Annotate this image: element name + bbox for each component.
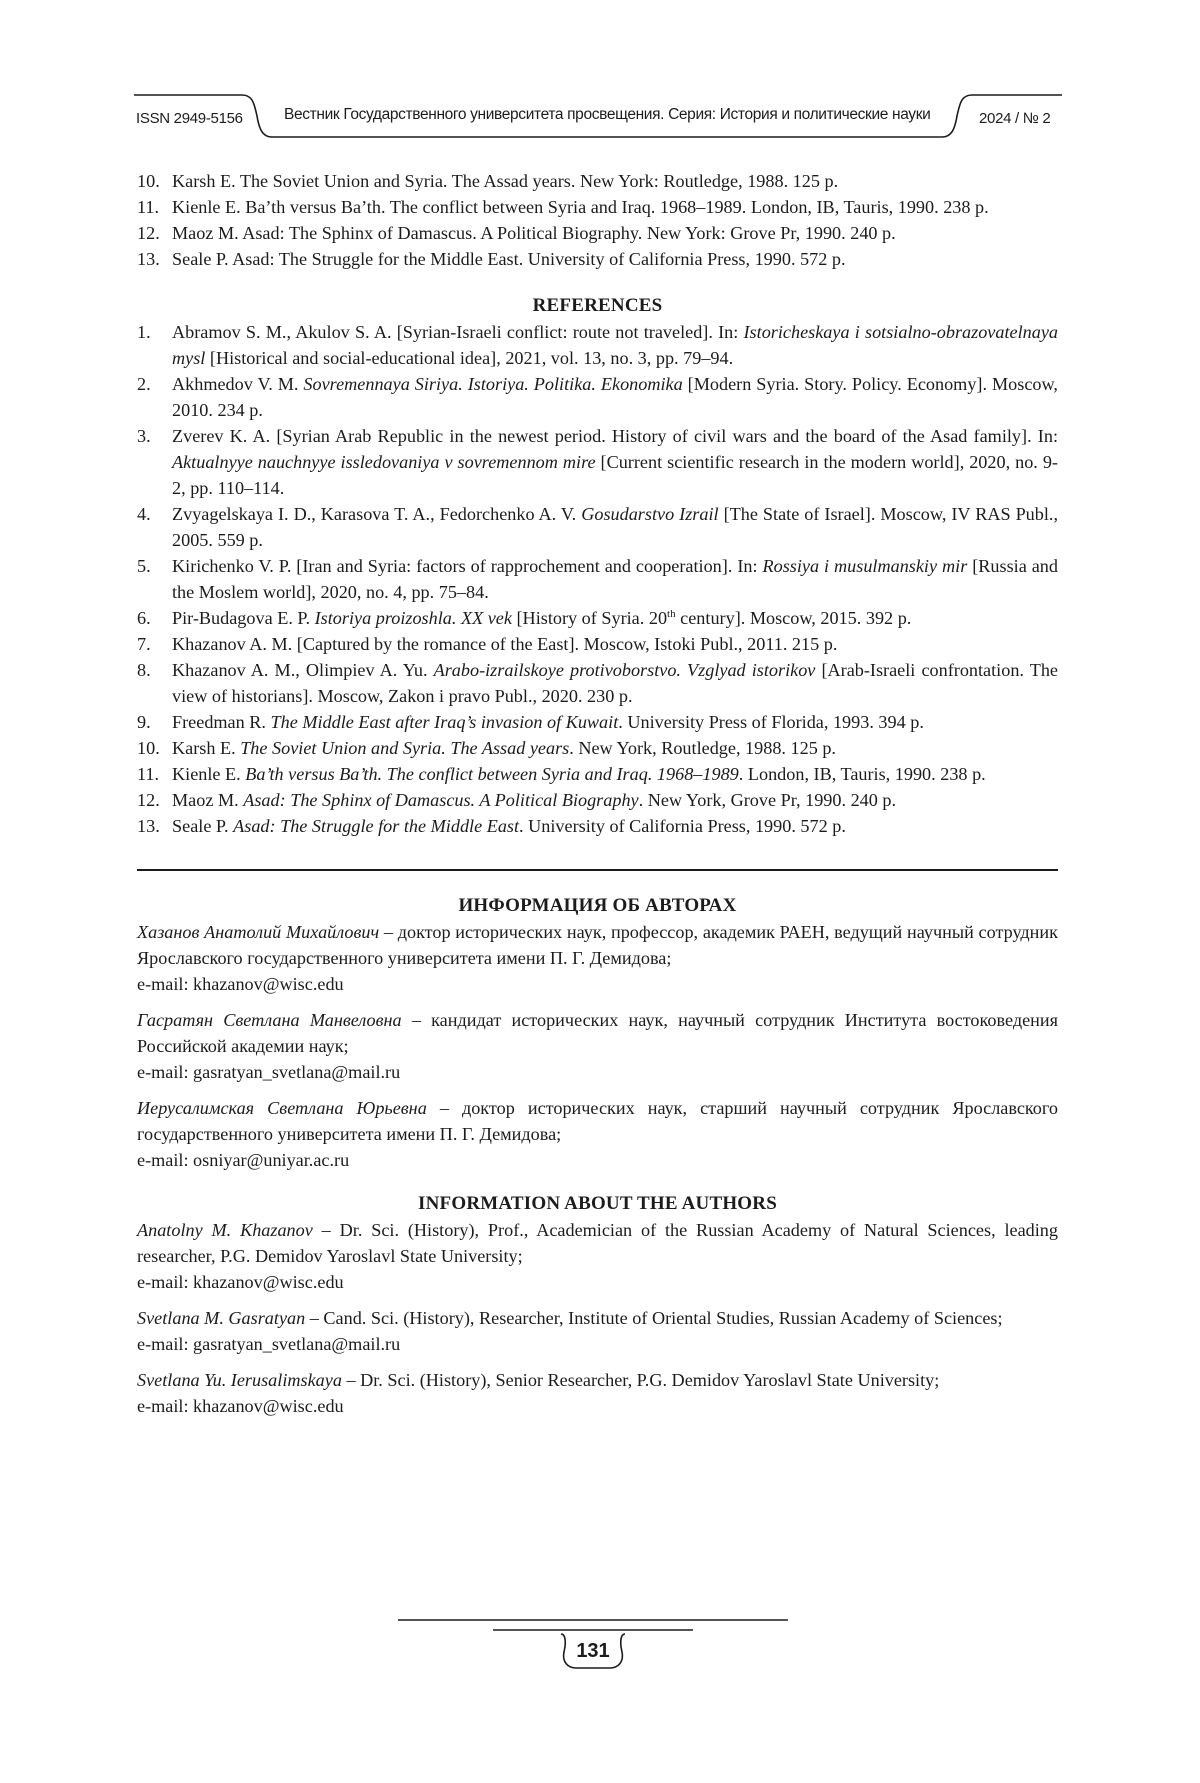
author-name: Svetlana Yu. Ierusalimskaya xyxy=(137,1370,342,1390)
page-footer xyxy=(398,1618,788,1676)
author-affiliation: – доктор исторических наук, профессор, академик РАЕН, ведущий научный сотрудник Ярославского государственного университета имени П. Г. Демидова; xyxy=(137,922,1058,968)
ref-text: Akhmedov V. M. xyxy=(172,374,304,394)
bibliography-item xyxy=(137,220,1058,246)
reference-item xyxy=(137,371,1058,423)
reference-item xyxy=(137,657,1058,709)
reference-item xyxy=(137,813,1058,839)
ref-superscript: th xyxy=(667,607,676,620)
author-description xyxy=(137,919,1058,971)
bibliography-item xyxy=(137,194,1058,220)
ref-italic-title: Istoricheskaya i sotsialno-obrazovatelnaya mysl xyxy=(172,322,1058,368)
author-email: e-mail: gasratyan_svetlana@mail.ru xyxy=(137,1334,401,1354)
author-email: e-mail: khazanov@wisc.edu xyxy=(137,1272,344,1292)
ref-italic-title: Asad: The Sphinx of Damascus. A Political Biography xyxy=(243,790,639,810)
ref-text: Zvyagelskaya I. D., Karasova T. A., Fedorchenko A. V. xyxy=(172,504,582,524)
authors-ru-heading: ИНФОРМАЦИЯ ОБ АВТОРАХ xyxy=(458,895,737,916)
author-description xyxy=(137,1305,1058,1331)
ref-italic-title: Asad: The Struggle for the Middle East xyxy=(233,816,520,836)
references-list xyxy=(137,319,1058,839)
author-email: e-mail: khazanov@wisc.edu xyxy=(137,974,344,994)
running-header xyxy=(134,94,1062,138)
reference-item xyxy=(137,553,1058,605)
item-number: 1. xyxy=(137,322,151,342)
reference-item xyxy=(137,501,1058,553)
ref-text: Kienle E. xyxy=(172,764,246,784)
author-name: Иерусалимская Светлана Юрьевна xyxy=(137,1098,427,1118)
author-en-entry xyxy=(137,1305,1058,1357)
header-issn: ISSN 2949-5156 xyxy=(136,110,243,127)
reference-item xyxy=(137,631,1058,657)
author-en-entry xyxy=(137,1217,1058,1295)
ref-text: Karsh E. xyxy=(172,738,241,758)
ref-italic-title: Rossiya i musulmanskiy mir xyxy=(762,556,968,576)
author-en-entry xyxy=(137,1367,1058,1419)
author-affiliation: – Dr. Sci. (History), Prof., Academician of the Russian Academy of Natural Sciences, leading researcher, P.G. Demidov Yaroslavl State University; xyxy=(137,1220,1058,1266)
item-number: 5. xyxy=(137,556,151,576)
reference-item xyxy=(137,605,1058,631)
ref-text: Maoz M. xyxy=(172,790,244,810)
author-description xyxy=(137,1217,1058,1269)
author-ru-entry xyxy=(137,1007,1058,1085)
author-affiliation: – Cand. Sci. (History), Researcher, Institute of Oriental Studies, Russian Academy of Sciences; xyxy=(305,1308,1003,1328)
item-text: Maoz M. Asad: The Sphinx of Damascus. A Political Biography. New York: Grove Pr, 1990. 240 p. xyxy=(172,223,896,243)
item-number: 13. xyxy=(137,816,160,836)
ref-italic-title: Sovremennaya Siriya. Istoriya. Politika. Ekonomika xyxy=(303,374,683,394)
author-description xyxy=(137,1095,1058,1147)
item-number: 6. xyxy=(137,608,151,628)
item-text: Seale P. Asad: The Struggle for the Middle East. University of California Press, 1990. 572 p. xyxy=(172,249,846,269)
author-name: Anatolny M. Khazanov xyxy=(137,1220,313,1240)
reference-item xyxy=(137,423,1058,501)
ref-text: [History of Syria. 20 xyxy=(511,608,668,628)
ref-text: Khazanov A. M. [Captured by the romance of the East]. Moscow, Istoki Publ., 2011. 215 p. xyxy=(172,634,838,654)
item-number: 13. xyxy=(137,249,160,269)
ref-italic-title: The Middle East after Iraq’s invasion of Kuwait xyxy=(270,712,619,732)
ref-text: Pir-Budagova E. P. xyxy=(172,608,315,628)
author-email: e-mail: gasratyan_svetlana@mail.ru xyxy=(137,1062,401,1082)
item-number: 2. xyxy=(137,374,151,394)
author-name: Хазанов Анатолий Михайлович xyxy=(137,922,380,942)
page-number: 131 xyxy=(576,1640,610,1662)
item-number: 8. xyxy=(137,660,151,680)
reference-item xyxy=(137,735,1058,761)
author-name: Svetlana M. Gasratyan xyxy=(137,1308,306,1328)
ref-text: . University Press of Florida, 1993. 394 p. xyxy=(618,712,924,732)
ref-italic-title: Aktualnyye nauchnyye issledovaniya v sovremennom mire xyxy=(172,452,596,472)
author-email: e-mail: osniyar@uniyar.ac.ru xyxy=(137,1150,350,1170)
references-heading: REFERENCES xyxy=(532,295,663,316)
ref-text: [Arab-Israeli confrontation. The view of historians]. Moscow, Zakon i pravo Publ., 2020. 230 p. xyxy=(172,660,1058,706)
author-name: Гасратян Светлана Манвеловна xyxy=(137,1010,402,1030)
author-email: e-mail: khazanov@wisc.edu xyxy=(137,1396,344,1416)
bibliography-item xyxy=(137,246,1058,272)
header-journal-title: Вестник Государственного университета просвещения. Серия: История и политические науки xyxy=(284,106,931,123)
ref-italic-title: The Soviet Union and Syria. The Assad years xyxy=(240,738,570,758)
section-divider xyxy=(137,869,1058,871)
ref-text: [Modern Syria. Story. Policy. Economy]. Moscow, 2010. 234 p. xyxy=(172,374,1058,420)
ref-text: . New York, Grove Pr, 1990. 240 p. xyxy=(638,790,897,810)
authors-en-heading: INFORMATION ABOUT THE AUTHORS xyxy=(418,1193,777,1214)
item-number: 4. xyxy=(137,504,151,524)
item-number: 9. xyxy=(137,712,151,732)
header-issue: 2024 / № 2 xyxy=(979,110,1051,127)
ref-italic-title: Istoriya proizoshla. XX vek xyxy=(314,608,512,628)
author-ru-entry xyxy=(137,1095,1058,1173)
ref-text: . University of California Press, 1990. 572 p. xyxy=(519,816,846,836)
author-affiliation: – кандидат исторических наук, научный сотрудник Института востоковедения Российской академии наук; xyxy=(137,1010,1058,1056)
ref-text: Abramov S. M., Akulov S. A. [Syrian-Israeli conflict: route not traveled]. In: xyxy=(172,322,744,342)
item-number: 12. xyxy=(137,223,160,243)
bibliography-item xyxy=(137,168,1058,194)
reference-item xyxy=(137,709,1058,735)
reference-item xyxy=(137,319,1058,371)
reference-item xyxy=(137,761,1058,787)
ref-text: . New York, Routledge, 1988. 125 p. xyxy=(569,738,836,758)
reference-item xyxy=(137,787,1058,813)
ref-text: [Current scientific research in the modern world], 2020, no. 9-2, pp. 110–114. xyxy=(172,452,1058,498)
ref-text: [The State of Israel]. Moscow, IV RAS Publ., 2005. 559 p. xyxy=(172,504,1059,550)
item-number: 12. xyxy=(137,790,160,810)
item-number: 3. xyxy=(137,426,151,446)
bibliography-tail-list xyxy=(137,168,1058,272)
ref-text: . London, IB, Tauris, 1990. 238 p. xyxy=(738,764,986,784)
ref-italic-title: Ba’th versus Ba’th. The conflict between Syria and Iraq. 1968–1989 xyxy=(245,764,739,784)
ref-text: Khazanov A. M., Olimpiev A. Yu. xyxy=(172,660,434,680)
ref-text: [Russia and the Moslem world], 2020, no. 4, pp. 75–84. xyxy=(172,556,1058,602)
item-number: 11. xyxy=(137,197,160,217)
item-number: 10. xyxy=(137,171,160,191)
author-ru-entry xyxy=(137,919,1058,997)
item-number: 7. xyxy=(137,634,151,654)
item-number: 11. xyxy=(137,764,160,784)
main-text-block xyxy=(137,168,1058,1429)
ref-text: Seale P. xyxy=(172,816,234,836)
item-text: Karsh E. The Soviet Union and Syria. The Assad years. New York: Routledge, 1988. 125 p. xyxy=(172,171,839,191)
author-affiliation: – Dr. Sci. (History), Senior Researcher, P.G. Demidov Yaroslavl State University; xyxy=(341,1370,940,1390)
ref-text: Freedman R. xyxy=(172,712,271,732)
ref-italic-title: Arabo-izrailskoye protivoborstvo. Vzglyad istorikov xyxy=(433,660,816,680)
ref-text: century]. Moscow, 2015. 392 p. xyxy=(675,608,912,628)
ref-text: [Historical and social-educational idea], 2021, vol. 13, no. 3, pp. 79–94. xyxy=(205,348,734,368)
author-affiliation: – доктор исторических наук, старший научный сотрудник Ярославского государственного университета имени П. Г. Демидова; xyxy=(137,1098,1059,1144)
author-description xyxy=(137,1007,1058,1059)
ref-italic-title: Gosudarstvo Izrail xyxy=(581,504,719,524)
item-number: 10. xyxy=(137,738,160,758)
author-description xyxy=(137,1367,1058,1393)
item-text: Kienle E. Ba’th versus Ba’th. The conflict between Syria and Iraq. 1968–1989. London, IB, Tauris, 1990. 238 p. xyxy=(172,197,989,217)
ref-text: Kirichenko V. P. [Iran and Syria: factors of rapprochement and cooperation]. In: xyxy=(172,556,763,576)
ref-text: Zverev K. A. [Syrian Arab Republic in the newest period. History of civil wars and the board of the Asad family]. In: xyxy=(172,426,1058,446)
